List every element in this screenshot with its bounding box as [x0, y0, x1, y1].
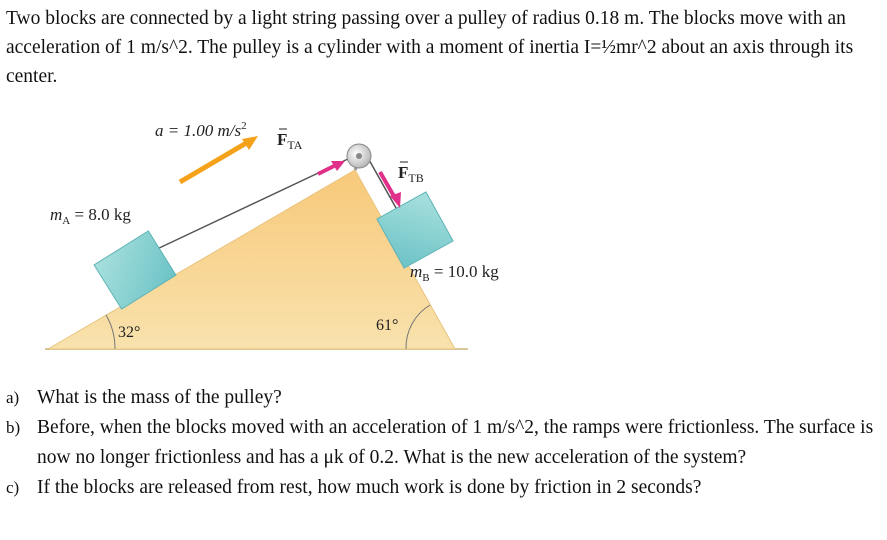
mass-a-label: $m_A = 8.0$ kg: [50, 205, 131, 227]
angle-right-label: 61°: [376, 317, 399, 334]
angle-left-label: 32°: [118, 324, 141, 341]
acceleration-label: a = 1.00 $m/s^2$: [155, 120, 247, 140]
tension-arrow-a: [318, 165, 336, 174]
question-text: Before, when the blocks moved with an acceleration of 1 m/s^2, the ramps were frictionless. The surface is now no longer frictionless and has a μk of 0.2. What is the new acceleration of the system?: [37, 417, 874, 468]
tension-b-label: $F_{TB}$: [398, 163, 424, 185]
question-c: [0, 473, 887, 503]
mass-b-label: $m_B = 10.0$ kg: [410, 262, 499, 284]
question-b: [0, 413, 887, 473]
question-a: [0, 383, 887, 413]
acceleration-arrow: [180, 142, 248, 182]
question-text: What is the mass of the pulley?: [37, 387, 282, 408]
question-text: If the blocks are released from rest, how much work is done by friction in 2 seconds?: [37, 477, 702, 498]
tension-a-label: $F_{TA}$: [277, 130, 303, 152]
question-marker: a): [6, 388, 20, 407]
question-marker: c): [6, 478, 20, 497]
question-marker: b): [6, 418, 21, 437]
question-list: [0, 383, 887, 503]
problem-intro: Two blocks are connected by a light string passing over a pulley of radius 0.18 m. The blocks move with an acceleration of 1 m/s^2. The pulley is a cylinder with a moment of inertia I=½mr^2 about an axis through its center.: [6, 8, 854, 87]
figure-svg: [0, 100, 499, 360]
pulley-axle: [356, 153, 362, 159]
inclined-planes-figure: [0, 100, 499, 360]
